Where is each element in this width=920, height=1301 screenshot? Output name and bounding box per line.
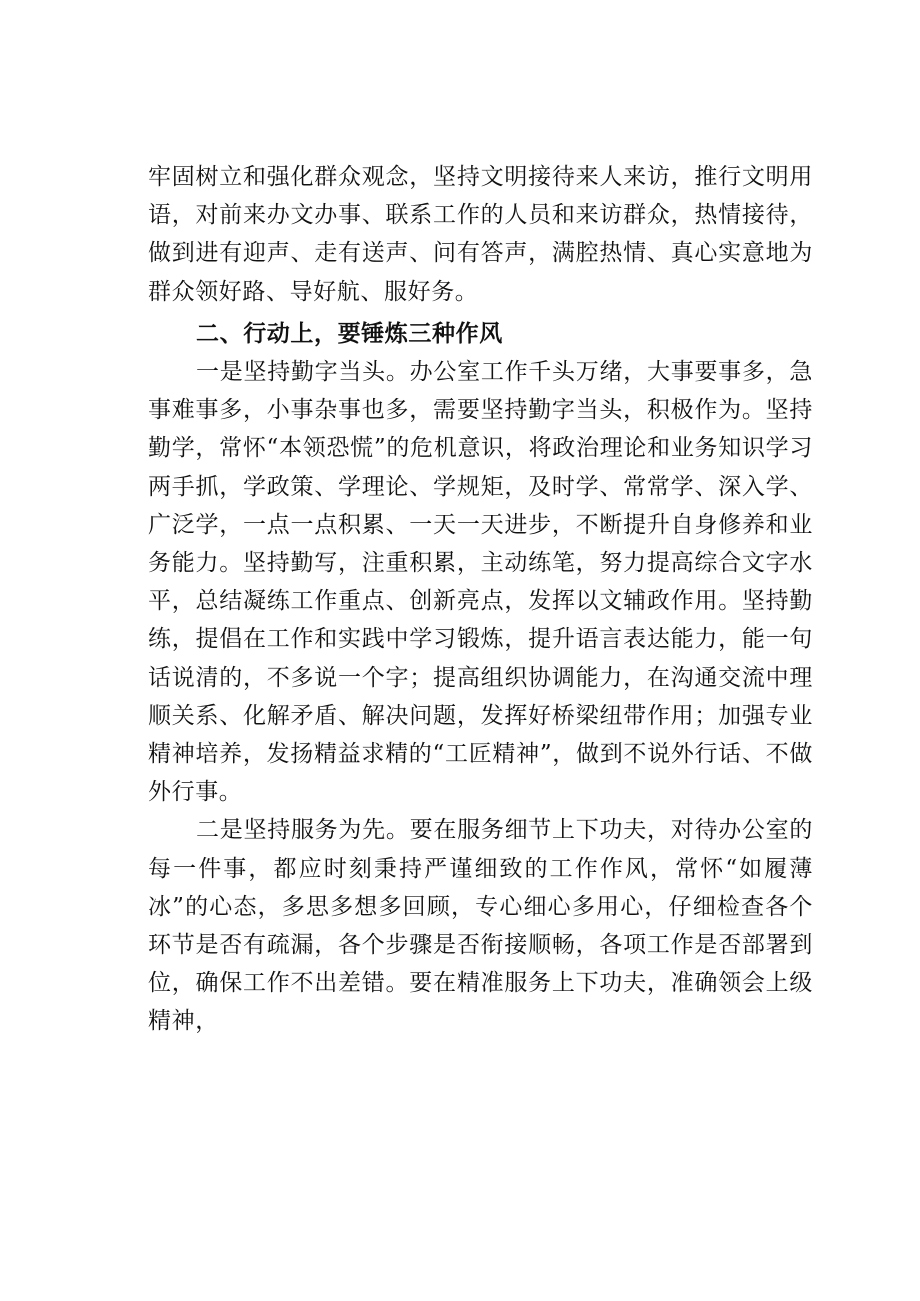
section-heading: 二、行动上，要锤炼三种作风 <box>196 320 503 347</box>
document-body <box>148 158 813 1041</box>
paragraph-3: 二是坚持服务为先。要在服务细节上下功夫，对待办公室的每一件事，都应时刻秉持严谨细致的工作作风，常怀“如履薄冰”的心态，多思多想多回顾，专心细心多用心，仔细检查各个环节是否有疏漏，各个步骤是否衔接顺畅，各项工作是否部署到位，确保工作不出差错。要在精准服务上下功夫，准确领会上级精神， <box>148 817 813 1035</box>
paragraph-1: 牢固树立和强化群众观念，坚持文明接待来人来访，推行文明用语，对前来办文办事、联系工作的人员和来访群众，热情接待，做到进有迎声、走有送声、问有答声，满腔热情、真心实意地为群众领好路、导好航、服好务。 <box>148 164 813 305</box>
paragraph-2: 一是坚持勤字当头。办公室工作千头万绪，大事要事多，急事难事多，小事杂事也多，需要坚持勤字当头，积极作为。坚持勤学，常怀“本领恐慌”的危机意识，将政治理论和业务知识学习两手抓，学政策、学理论、学规矩，及时学、常常学、深入学、广泛学，一点一点积累、一天一天进步，不断提升自身修养和业务能力。坚持勤写，注重积累，主动练笔，努力提高综合文字水平，总结凝练工作重点、创新亮点，发挥以文辅政作用。坚持勤练，提倡在工作和实践中学习锻炼，提升语言表达能力，能一句话说清的，不多说一个字；提高组织协调能力，在沟通交流中理顺关系、化解矛盾、解决问题，发挥好桥梁纽带作用；加强专业精神培养，发扬精益求精的“工匠精神”，做到不说外行话、不做外行事。 <box>148 359 813 806</box>
